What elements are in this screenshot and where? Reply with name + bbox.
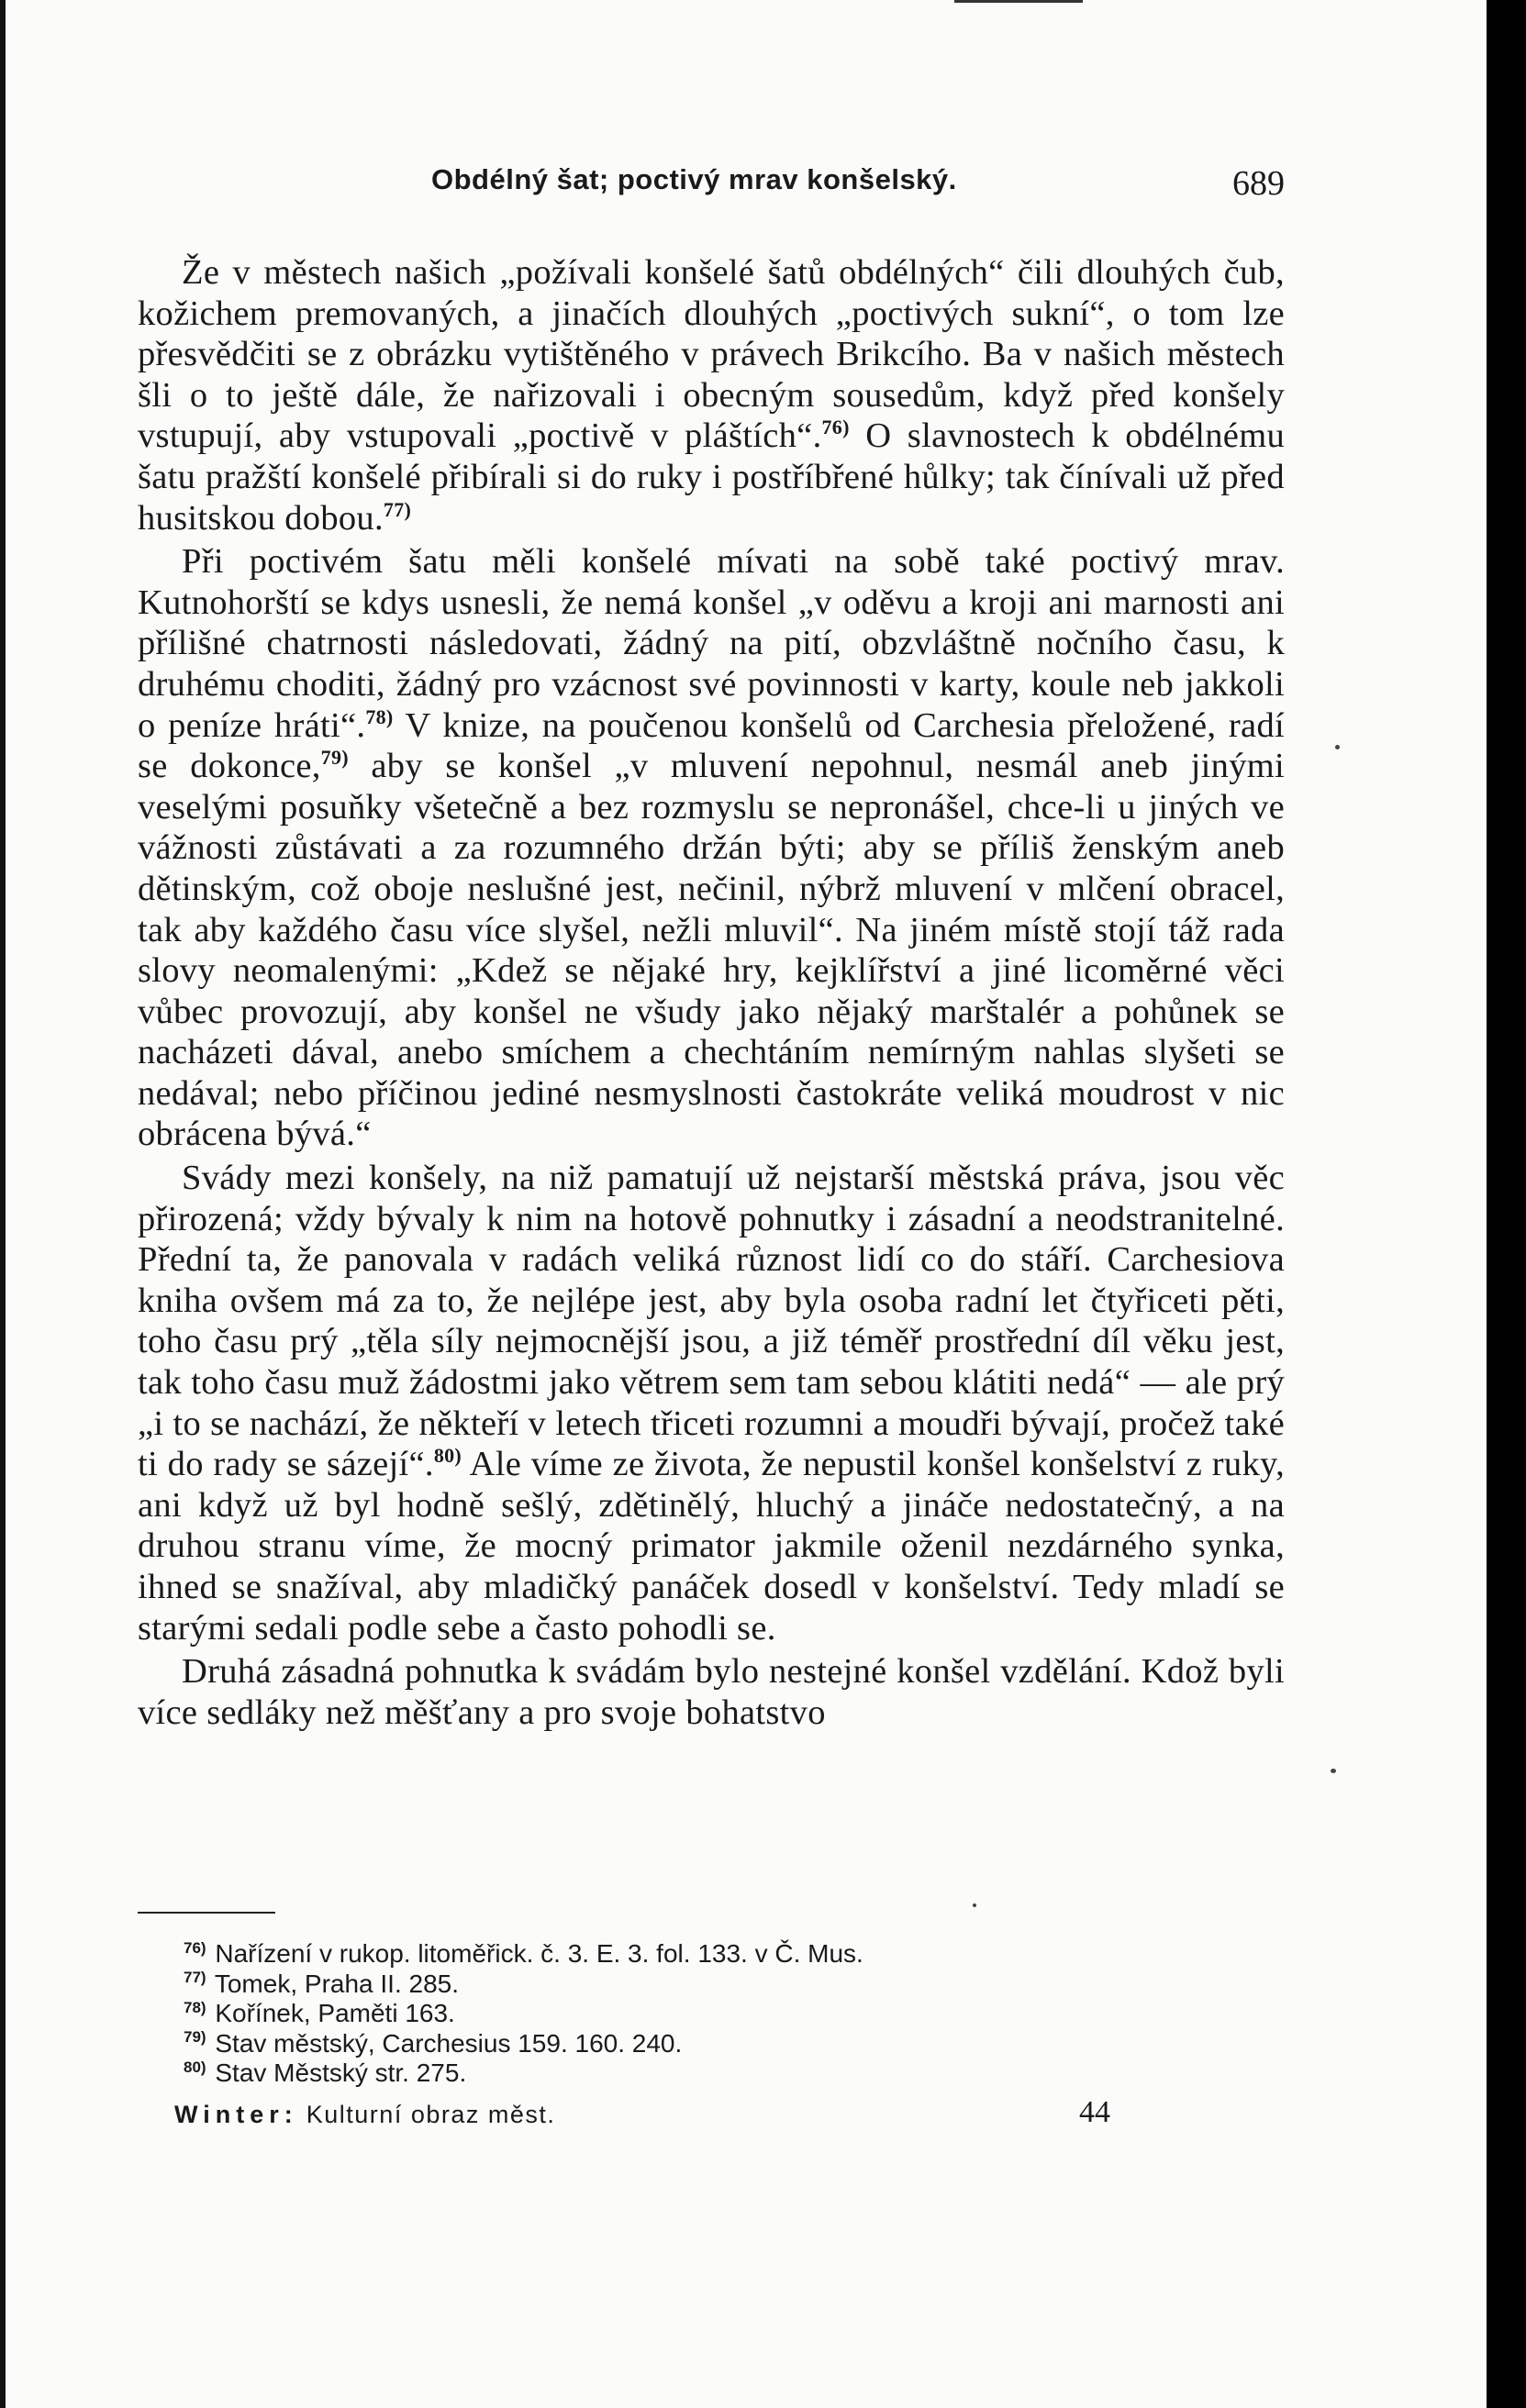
body-text — [138, 252, 1285, 1736]
paragraph-text: O slavnostech k obdélnému šatu pražští konšelé přibírali si do ruky i postříbřené hůlky; tak čínívali už před husitskou dobou. — [138, 416, 1285, 538]
footnote — [184, 2029, 1147, 2059]
footnote-text: Tomek, Praha II. 285. — [214, 1969, 459, 1998]
footnote — [184, 1939, 1147, 1970]
printer-signature — [174, 2101, 555, 2129]
paragraph — [138, 1651, 1285, 1733]
signature-author: Winter: — [174, 2101, 298, 2128]
paragraph — [138, 1158, 1285, 1648]
footnote-marker: 76) — [184, 1938, 206, 1957]
signature-line — [174, 2095, 1110, 2137]
paragraph-text: Že v městech našich „požívali konšelé šatů obdélných“ čili dlouhých čub, kožichem premovaných, a jinačích dlouhých „poctivých sukní“, o tom lze přesvědčiti se z obrázku vytištěného v právech Brikcího. Ba v našich městech šli o to ještě dále, že nařizovali i obecným sousedům, když před konšely vstupují, aby vstupovali „poctivě v pláštích“. — [138, 253, 1285, 456]
footnote — [184, 1970, 1147, 2000]
paragraph-text: Při poctivém šatu měli konšelé mívati na sobě také poctivý mrav. Kutnohorští se kdys usnesli, že nemá konšel „v oděvu a kroji ani marnosti ani přílišné chatrnosti následovati, žádný na pití, obzvláštně nočního času, k druhému choditi, žádný pro vzácnost své povinnosti v karty, koule neb jakkoli o peníze hráti“. — [138, 542, 1285, 745]
scan-speck — [1335, 745, 1340, 749]
running-head: Obdélný šat; poctivý mrav konšelský. — [431, 163, 957, 195]
footnote-reference: 76) — [821, 416, 850, 439]
footnote-separator — [138, 1912, 275, 1914]
footnote-reference: 78) — [365, 705, 394, 728]
footnote-text: Nařízení v rukop. litoměřick. č. 3. E. 3. fol. 133. v Č. Mus. — [215, 1939, 863, 1968]
footnote-reference: 79) — [320, 746, 349, 770]
scan-edge-left — [0, 0, 6, 2408]
footnote-text: Kořínek, Paměti 163. — [215, 1999, 455, 2027]
paragraph-text: V knize, na poučenou konšelů od Carchesia přeložené, radí se dokonce, — [138, 705, 1285, 786]
footnote-text: Stav městský, Carchesius 159. 160. 240. — [215, 2028, 683, 2058]
signature-title: Kulturní obraz měst. — [306, 2101, 556, 2128]
paragraph — [138, 252, 1285, 538]
footnote-text: Stav Městský str. 275. — [215, 2058, 467, 2087]
paragraph — [138, 541, 1285, 1155]
paragraph-text: Svády mezi konšely, na niž pamatují už nejstarší městská práva, jsou věc přirozená; vždy bývaly k nim na hotově pohnutky i zásadní a neodstranitelné. Přední ta, že panovala v radách veliká různost lidí co do stáří. Carchesiova kniha ovšem má za to, že nejlépe jest, aby byla osoba radní let čtyřiceti pěti, toho času prý „těla síly nejmocnější jsou, a již téměř prostřední díl věku jest, tak toho času muž žádostmi jako větrem sem tam sebou klátiti nedá“ — ale prý „i to se nachází, že někteří v letech třiceti rozumni a moudři bývají, pročež také ti do rady se sázejí“. — [138, 1159, 1285, 1484]
footnote-marker: 77) — [184, 1969, 206, 1987]
footnote-marker: 78) — [184, 1998, 206, 2016]
footnote-reference: 80) — [433, 1444, 462, 1468]
page-number: 689 — [1232, 164, 1285, 203]
paragraph-text: aby se konšel „v mluvení nepohnul, nesmál aneb jinými veselými posuňky všetečně a bez rozmyslu se nepronášel, chce-li u jiných ve vážnosti zůstávati a za rozumného držán býti; aby se příliš ženským aneb dětinským, což oboje neslušné jest, nečinil, nýbrž mluvení v mlčení obracel, tak aby každého času více slyšel, nežli mluvil“. Na jiném místě stojí táž rada slovy neomalenými: „Kdež se nějaké hry, kejklířství a jiné licoměrné věci vůbec provozují, aby konšel ne všudy jako nějaký marštalér a pohůnek se nacházeti dával, anebo smíchem a chechtáním nemírným nahlas slyšeti se nedával; nebo příčinou jediné nesmyslnosti častokráte veliká moudrost v nic obrácena bývá.“ — [138, 747, 1285, 1154]
paragraph-text: Ale víme ze života, že nepustil konšel konšelství z ruky, ani když už byl hodně sešlý, zdětinělý, hluchý a jináče nedostatečný, a na druhou stranu víme, že mocný primator jakmile oženil nezdárného synka, ihned se snažíval, aby mladičký panáček dosedl v konšelství. Tedy mladí se starými sedali podle sebe a často pohodli se. — [138, 1445, 1285, 1648]
page-header — [138, 156, 1285, 211]
scan-top-mark — [954, 0, 1083, 3]
footnote — [184, 1999, 1147, 2029]
sheet-number: 44 — [1079, 2095, 1110, 2129]
footnote-marker: 79) — [184, 2028, 206, 2047]
paragraph-text: Druhá zásadná pohnutka k svádám bylo nestejné konšel vzdělání. Kdož byli více sedláky než měšťany a pro svoje bohatstvo — [138, 1652, 1285, 1732]
footnote-reference: 77) — [383, 497, 412, 521]
scan-speck — [973, 1903, 976, 1907]
footnote — [184, 2058, 1147, 2089]
footnotes — [184, 1939, 1147, 2089]
scan-edge-right — [1487, 0, 1526, 2408]
scan-speck — [1331, 1769, 1336, 1773]
footnote-marker: 80) — [184, 2058, 206, 2076]
